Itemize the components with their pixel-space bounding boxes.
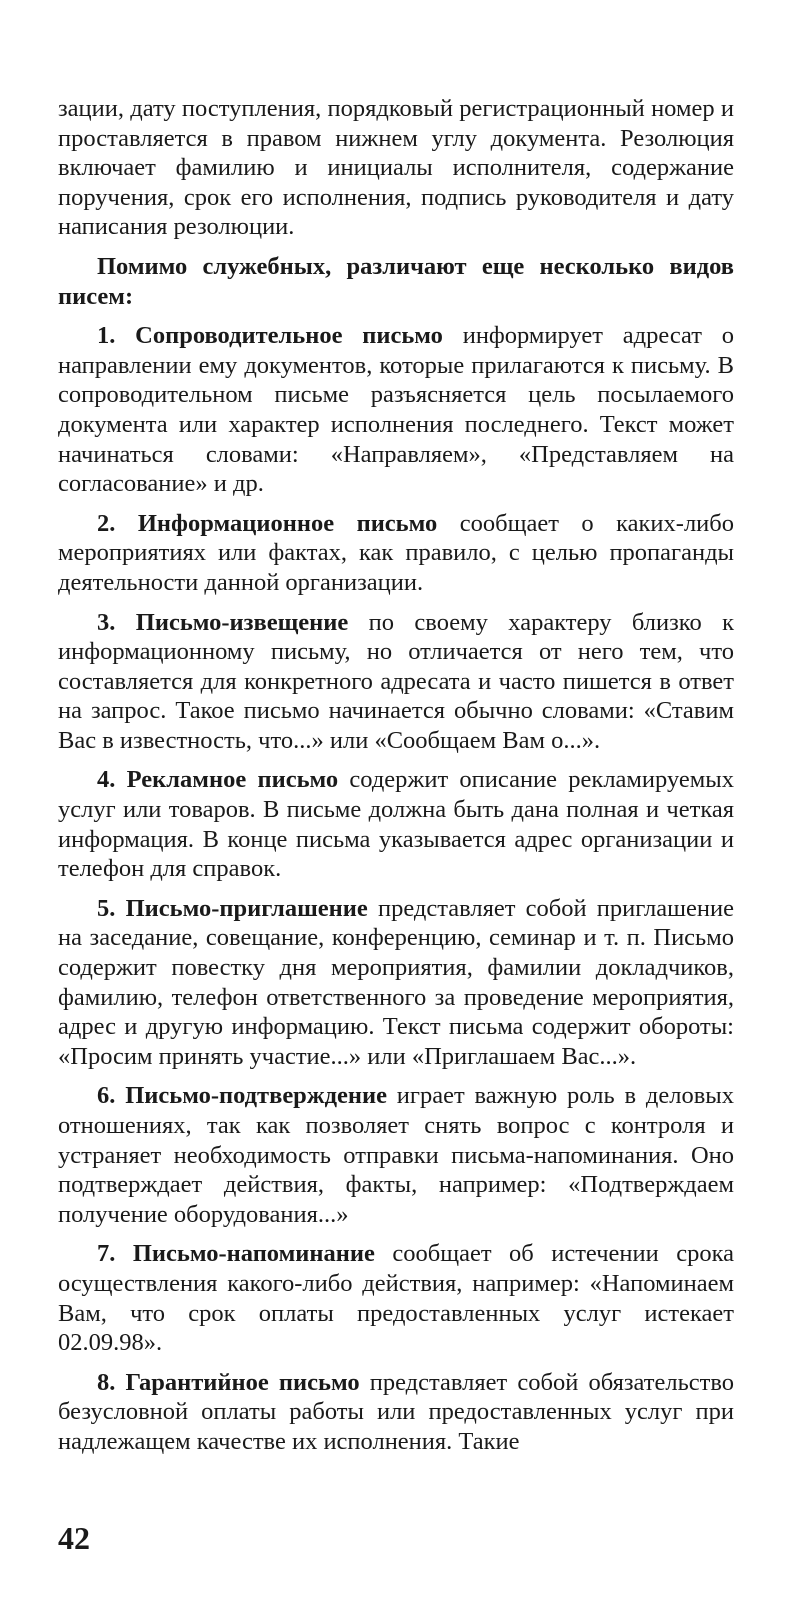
letter-type-item-6 bbox=[58, 1081, 734, 1229]
section-heading: Помимо служебных, различают еще несколько видов писем: bbox=[58, 252, 734, 310]
letter-type-description: сообщает о каких-либо мероприятиях или фактах, как правило, с целью пропаганды деятельности данной организации. bbox=[58, 509, 735, 596]
letter-type-term: 3. Письмо-извещение bbox=[97, 608, 349, 636]
letter-type-description: представляет собой обязательство безусловной оплаты работы или предоставленных услуг при надлежащем качестве их исполнения. Такие bbox=[58, 1368, 734, 1455]
letter-type-term: 4. Рекламное письмо bbox=[97, 766, 339, 794]
letter-type-item-1 bbox=[58, 321, 734, 499]
intro-paragraph: зации, дату поступления, порядковый регистрационный номер и проставляется в правом нижнем углу документа. Резолюция включает фамилию и инициалы исполнителя, содержание поручения, срок его исполнения, подпись руководителя и дату написания резолюции. bbox=[58, 95, 734, 241]
letter-type-term: 5. Письмо-приглашение bbox=[97, 894, 368, 922]
letter-type-item-5 bbox=[58, 894, 734, 1072]
letter-type-item-3 bbox=[58, 608, 734, 756]
letter-type-description: сообщает об истечении срока осуществления какого-либо действия, например: «Напоминаем Вам, что срок оплаты предоставленных услуг истекает 02.09.98». bbox=[58, 1240, 734, 1357]
letter-type-description: играет важную роль в деловых отношениях, так как позволяет снять вопрос с контроля и устраняет необходимость отправки письма-напоминания. Оно подтверждает действия, факты, например: «Подтверждаем получение оборудования...» bbox=[58, 1082, 734, 1228]
letter-type-item-4 bbox=[58, 765, 734, 883]
letter-type-term: 1. Сопроводительное письмо bbox=[97, 322, 443, 350]
letter-type-item-7 bbox=[58, 1239, 734, 1357]
letter-type-description: содержит описание рекламируемых услуг или товаров. В письме должна быть дана полная и четкая информация. В конце письма указывается адрес организации и телефон для справок. bbox=[58, 766, 734, 883]
letter-type-description: информирует адресат о направлении ему документов, которые прилагаются к письму. В сопроводительном письме разъясняется цель посылаемого документа или характер исполнения последнего. Текст может начинаться словами: «Направляем», «Представляем на согласование» и др. bbox=[58, 322, 734, 498]
document-page bbox=[58, 94, 734, 1457]
letter-type-description: представляет собой приглашение на заседание, совещание, конференцию, семинар и т. п. Письмо содержит повестку дня мероприятия, фамилии докладчиков, фамилию, телефон ответственного за проведение мероприятия, адрес и другую информацию. Текст письма содержит обороты: «Просим принять участие...» или «Приглашаем Вас...». bbox=[58, 894, 734, 1070]
letter-type-term: 6. Письмо-подтверждение bbox=[97, 1082, 387, 1110]
letter-type-term: 8. Гарантийное письмо bbox=[97, 1368, 360, 1396]
letter-type-term: 2. Информационное письмо bbox=[97, 509, 438, 537]
page-number: 42 bbox=[58, 1520, 90, 1556]
letter-type-item-8 bbox=[58, 1368, 734, 1457]
letter-type-item-2 bbox=[58, 509, 734, 598]
letter-type-description: по своему характеру близко к информационному письму, но отличается от него тем, что составляется для конкретного адресата и часто пишется в ответ на запрос. Такое письмо начинается обычно словами: «Ставим Вас в известность, что...» или «Сообщаем Вам о...». bbox=[58, 608, 734, 754]
letter-type-term: 7. Письмо-напоминание bbox=[97, 1240, 375, 1268]
